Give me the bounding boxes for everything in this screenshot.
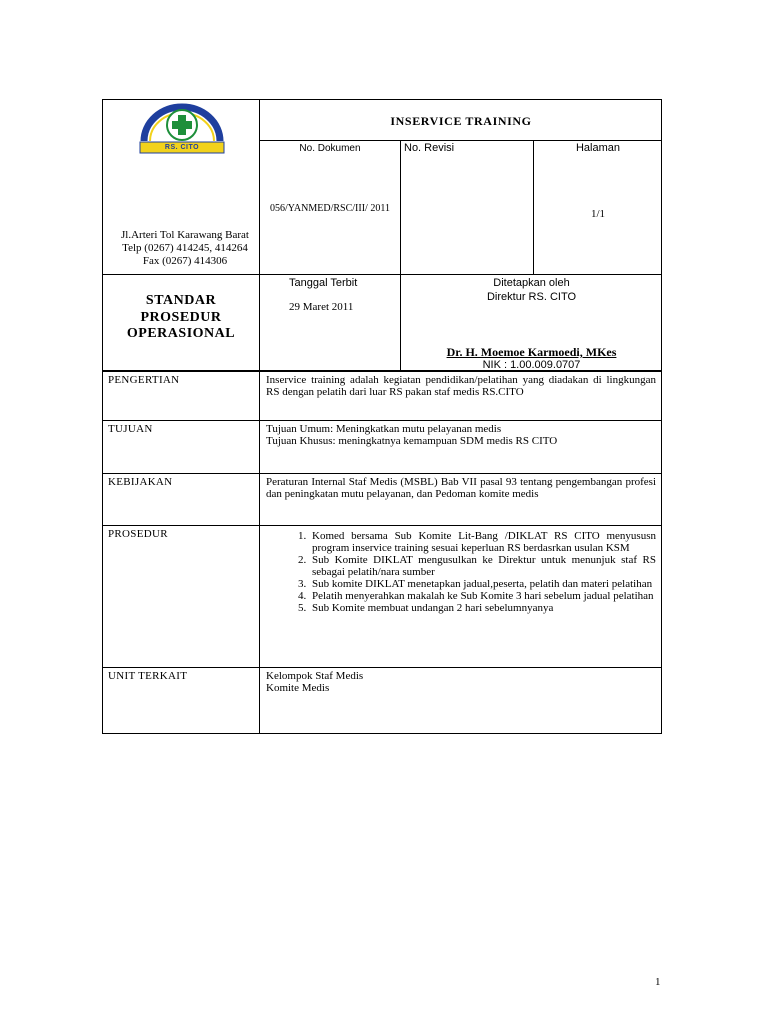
label-prosedur: PROSEDUR	[103, 526, 260, 667]
director-nik: NIK : 1.00.009.0707	[482, 359, 581, 371]
label-no-dokumen: No. Dokumen	[299, 143, 361, 154]
label-tujuan: TUJUAN	[103, 421, 260, 473]
header-divider-title	[259, 140, 662, 141]
row-unit-terkait	[103, 667, 661, 733]
logo-text: RS. CITO	[164, 144, 200, 151]
unit-terkait-2: Komite Medis	[266, 682, 330, 694]
label-pengertian: PENGERTIAN	[103, 372, 260, 420]
ditetapkan-oleh: Ditetapkan oleh	[493, 277, 570, 289]
prosedur-step: 5. Sub Komite membuat undangan 2 hari sebelumnyanya	[309, 602, 656, 614]
value-no-dokumen: 056/YANMED/RSC/III/ 2011	[270, 203, 390, 214]
sop-title-line-1: STANDAR	[145, 293, 217, 308]
label-kebijakan: KEBIJAKAN	[103, 474, 260, 525]
direktur-label: Direktur RS. CITO	[486, 291, 577, 303]
page-number: 1	[655, 976, 661, 988]
prosedur-step: 1. Komed bersama Sub Komite Lit-Bang /DIKLAT RS CITO menyususn program inservice training sesuai keperluan RS berdasrkan usulan KSM	[309, 530, 656, 554]
prosedur-steps	[266, 530, 656, 614]
label-halaman: Halaman	[575, 142, 621, 154]
row-pengertian	[103, 371, 661, 420]
sop-title-line-3: OPERASIONAL	[126, 326, 236, 341]
sop-body-table	[102, 371, 662, 734]
hospital-address: Jl.Arteri Tol Karawang Barat Telp (0267) 414245, 414264 Fax (0267) 414306	[121, 229, 249, 267]
header-divider-revisi	[400, 140, 401, 274]
prosedur-step: 3. Sub komite DIKLAT menetapkan jadual,peserta, pelatih dan materi pelatihan	[309, 578, 656, 590]
value-halaman: 1/1	[590, 208, 606, 220]
tujuan-umum: Tujuan Umum: Meningkatkan mutu pelayanan medis	[266, 423, 502, 435]
tujuan-khusus: Tujuan Khusus: meningkatnya kemampuan SDM medis RS CITO	[266, 435, 558, 447]
text-pengertian: Inservice training adalah kegiatan pendidikan/pelatihan yang diadakan di lingkungan RS dengan pelatih dari luar RS pakan staf medis RS.CITO	[266, 374, 656, 398]
header-divider-halaman	[533, 140, 534, 274]
value-tanggal-terbit: 29 Maret 2011	[289, 301, 354, 313]
document-title: INSERVICE TRAINING	[390, 114, 532, 128]
row-prosedur	[103, 525, 661, 667]
sop-title-line-2: PROSEDUR	[140, 310, 222, 325]
unit-terkait-1: Kelompok Staf Medis	[266, 670, 364, 682]
text-kebijakan: Peraturan Internal Staf Medis (MSBL) Bab VII pasal 93 tentang pengembangan profesi dan peningkatan mutu pelayanan, dan Pedoman komite medis	[266, 476, 656, 500]
director-name: Dr. H. Moemoe Karmoedi, MKes	[446, 345, 617, 359]
row-tujuan	[103, 420, 661, 473]
prosedur-step: 2. Sub Komite DIKLAT mengusulkan ke Direktur untuk menunjuk staf RS sebagai pelatih/nara sumber	[309, 554, 656, 578]
label-tanggal-terbit: Tanggal Terbit	[289, 277, 358, 289]
header-divider-middle	[102, 274, 662, 275]
row-kebijakan	[103, 473, 661, 525]
prosedur-step: 4. Pelatih menyerahkan makalah ke Sub Komite 3 hari sebelum jadual pelatihan	[309, 590, 656, 602]
label-unit-terkait: UNIT TERKAIT	[103, 668, 260, 733]
label-no-revisi: No. Revisi	[404, 142, 455, 154]
